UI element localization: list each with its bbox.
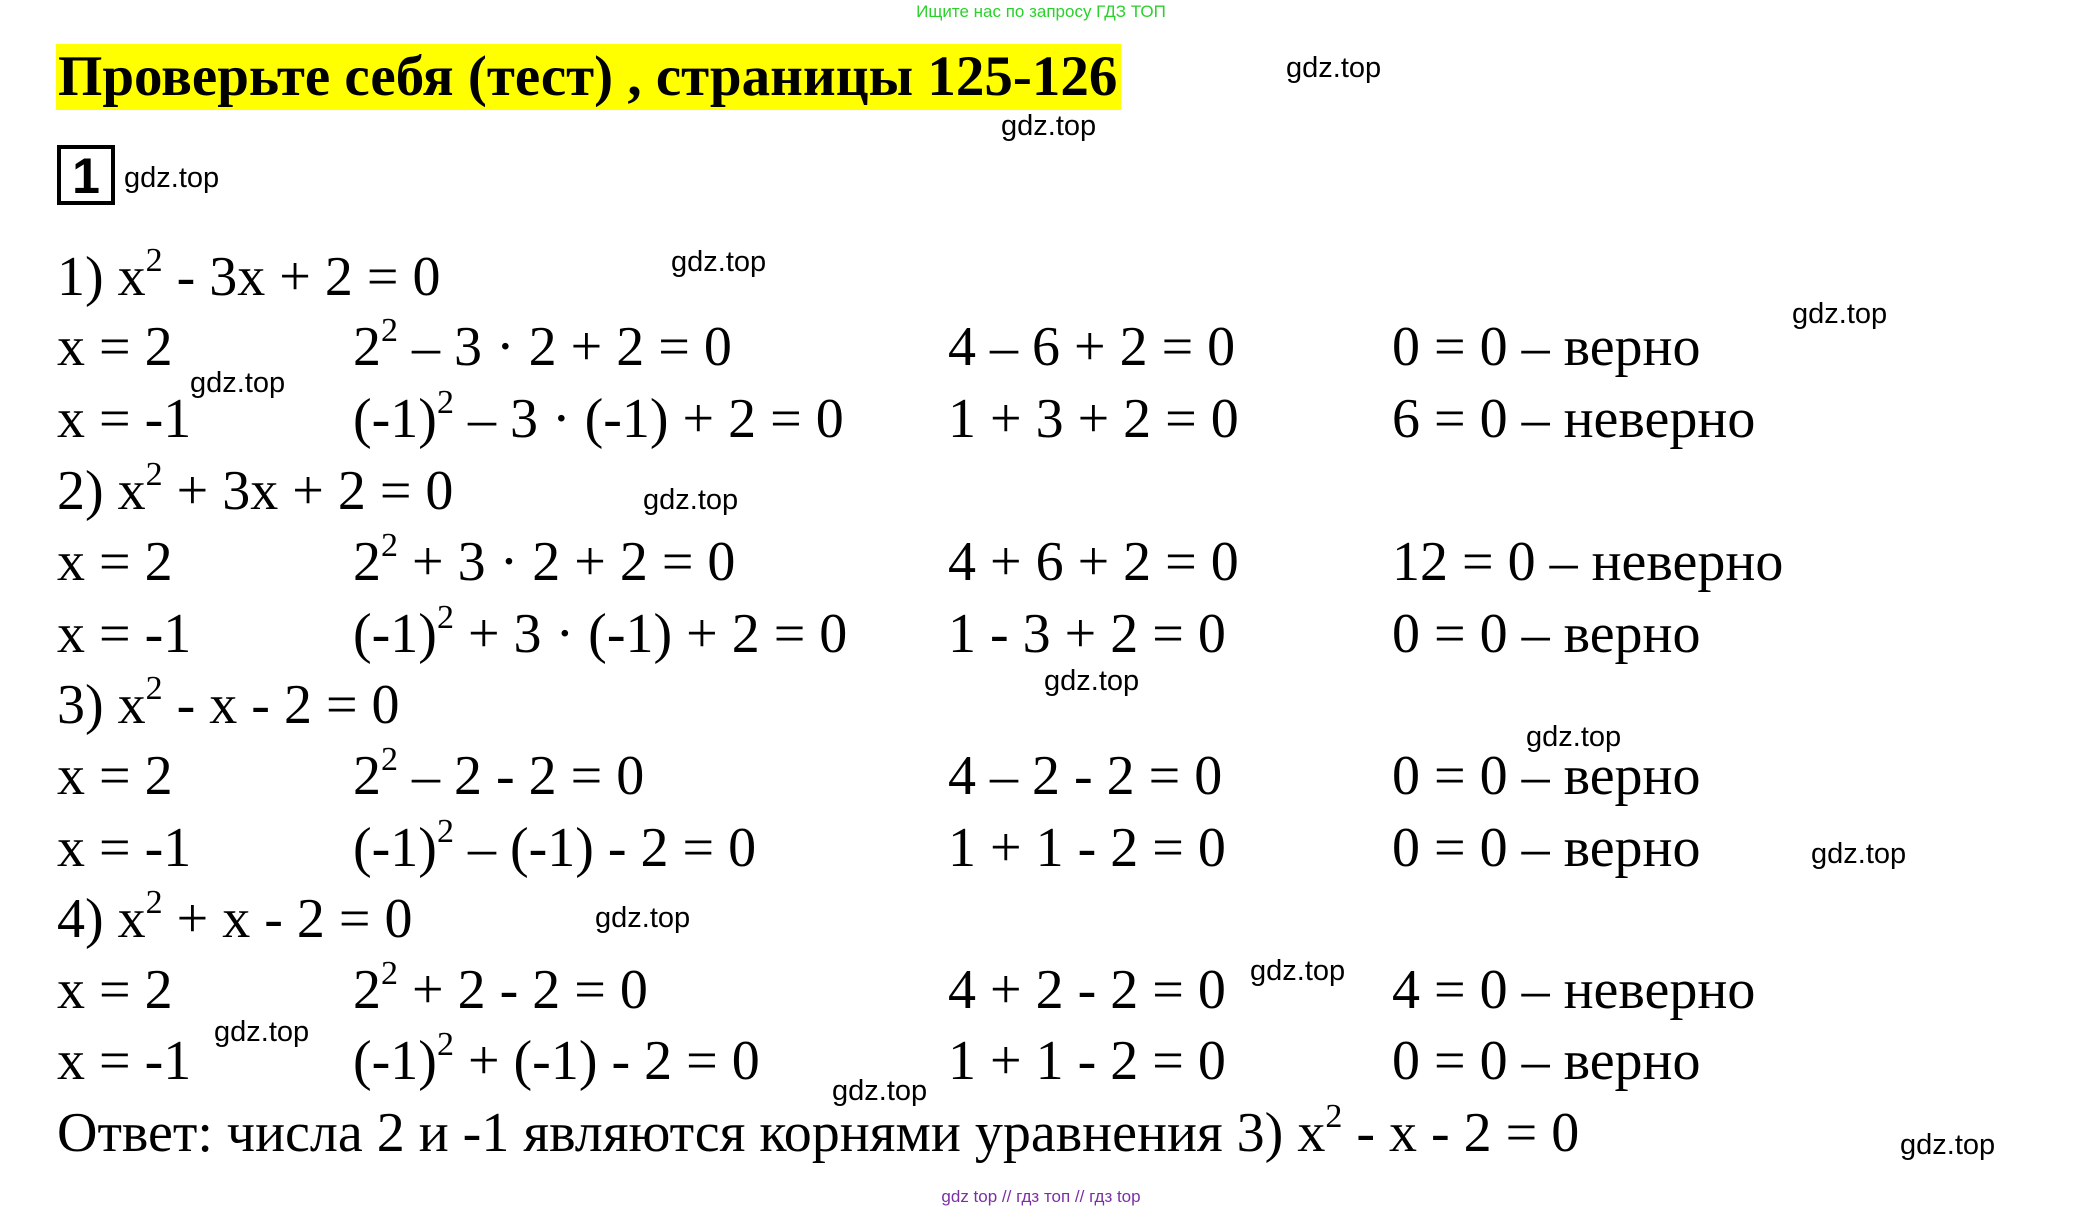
watermark: gdz.top [595, 902, 691, 934]
equation-3-row-2-x: x = -1 [57, 817, 192, 879]
watermark: gdz.top [643, 484, 739, 516]
equation-2-row-1-x: x = 2 [57, 531, 173, 593]
equation-1-row-2-substitution: $(-1)^2 - 3 \cdot (-1) + 2 = 0$ [353, 384, 844, 450]
watermark: gdz.top [671, 246, 767, 278]
equation-4-row-2-result: 0 = 0 – верно [1392, 1030, 1701, 1092]
equation-4-heading: 4) $x^2 + x - 2 = 0$ [57, 884, 413, 950]
equation-3-row-1-result: 0 = 0 – верно [1392, 745, 1701, 807]
page-title: Проверьте себя (тест) , страницы 125-126 [56, 44, 1121, 110]
equation-1-row-1-calc: 4 – 6 + 2 = 0 [948, 316, 1236, 378]
equation-1-row-2-x: x = -1 [57, 388, 192, 450]
equation-2-row-2-x: x = -1 [57, 603, 192, 665]
watermark: gdz.top [1044, 665, 1140, 697]
watermark: gdz.top [1526, 721, 1622, 753]
watermark: gdz.top [1900, 1129, 1996, 1161]
watermark: gdz.top [1286, 52, 1382, 84]
equation-3-row-2-substitution: $(-1)^2 - (-1) - 2 = 0$ [353, 813, 757, 879]
equation-1-row-1-result: 0 = 0 – верно [1392, 316, 1701, 378]
equation-2-row-1-result: 12 = 0 – неверно [1392, 531, 1784, 593]
watermark: gdz.top [214, 1016, 310, 1048]
equation-3-row-1-substitution: $2^2 - 2 - 2 = 0$ [353, 741, 645, 807]
equation-2-row-1-substitution: $2^2 + 3 \cdot 2 + 2 = 0$ [353, 527, 736, 593]
task-number-box: 1 [57, 145, 115, 205]
equation-4-row-1-result: 4 = 0 – неверно [1392, 959, 1756, 1021]
equation-3-row-1-x: x = 2 [57, 745, 173, 807]
equation-1-heading: 1) $x^2 - 3x + 2 = 0$ [57, 242, 441, 308]
equation-2-row-2-calc: 1 - 3 + 2 = 0 [948, 603, 1226, 665]
search-hint-link[interactable]: Ищите нас по запросу ГДЗ ТОП [916, 2, 1166, 21]
equation-2-row-2-result: 0 = 0 – верно [1392, 603, 1701, 665]
watermark: gdz.top [190, 367, 286, 399]
equation-3-row-2-result: 0 = 0 – верно [1392, 817, 1701, 879]
answer-line: Ответ: числа 2 и -1 являются корнями уравнения 3) $x^2 - x - 2 = 0$ [57, 1098, 1580, 1164]
equation-2-row-2-substitution: $(-1)^2 + 3 \cdot (-1) + 2 = 0$ [353, 599, 848, 665]
watermark: gdz.top [124, 162, 220, 194]
equation-4-row-1-calc: 4 + 2 - 2 = 0 [948, 959, 1226, 1021]
watermark: gdz.top [1001, 110, 1097, 142]
watermark: gdz.top [1792, 298, 1888, 330]
equation-4-row-1-substitution: $2^2 + 2 - 2 = 0$ [353, 955, 648, 1021]
equation-4-row-1-x: x = 2 [57, 959, 173, 1021]
equation-2-heading: 2) $x^2 + 3x + 2 = 0$ [57, 456, 454, 522]
equation-3-heading: 3) $x^2 - x - 2 = 0$ [57, 670, 400, 736]
equation-1-row-2-calc: 1 + 3 + 2 = 0 [948, 388, 1239, 450]
equation-1-row-2-result: 6 = 0 – неверно [1392, 388, 1756, 450]
equation-3-row-1-calc: 4 – 2 - 2 = 0 [948, 745, 1223, 807]
watermark: gdz.top [1250, 955, 1346, 987]
equation-4-row-2-x: x = -1 [57, 1030, 192, 1092]
equation-4-row-2-substitution: $(-1)^2 + (-1) - 2 = 0$ [353, 1026, 760, 1092]
equation-3-row-2-calc: 1 + 1 - 2 = 0 [948, 817, 1226, 879]
watermark: gdz.top [1811, 838, 1907, 870]
footer-links[interactable]: gdz top // гдз топ // гдз top [941, 1187, 1141, 1206]
equation-1-row-1-x: x = 2 [57, 316, 173, 378]
equation-4-row-2-calc: 1 + 1 - 2 = 0 [948, 1030, 1226, 1092]
watermark: gdz.top [832, 1075, 928, 1107]
equation-1-row-1-substitution: $2^2 - 3 \cdot 2 + 2 = 0$ [353, 312, 732, 378]
equation-2-row-1-calc: 4 + 6 + 2 = 0 [948, 531, 1239, 593]
